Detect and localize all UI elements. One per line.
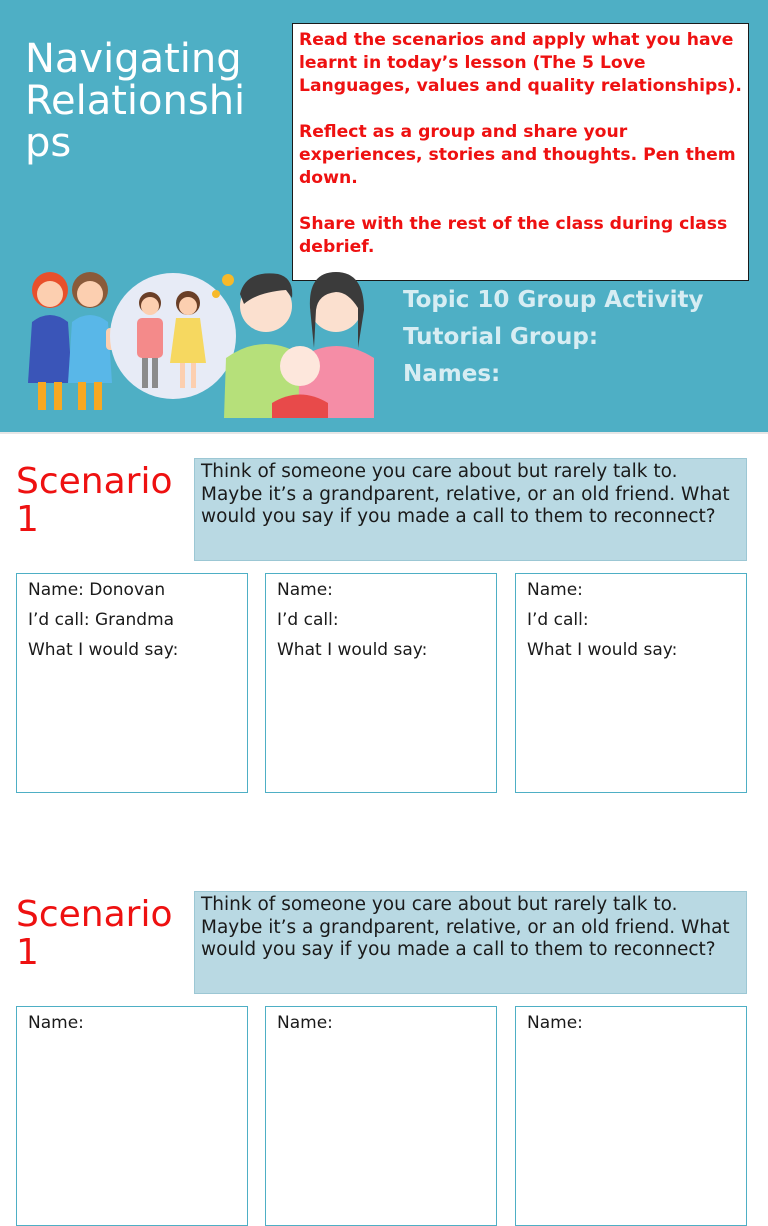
response-card[interactable] bbox=[265, 573, 497, 793]
instruction-text: Share with the rest of the class during class debrief. bbox=[299, 214, 728, 257]
name-field: Name: bbox=[527, 580, 583, 600]
title-slide bbox=[0, 0, 768, 432]
say-field: What I would say: bbox=[277, 640, 428, 660]
call-field: I’d call: bbox=[527, 610, 589, 630]
names-label: Names: bbox=[403, 361, 501, 387]
scenario-title: Scenario 1 bbox=[16, 894, 173, 973]
instructions-box bbox=[292, 23, 749, 281]
friends-figure-icon bbox=[28, 272, 116, 410]
instruction-text: Read the scenarios and apply what you have learnt in today’s lesson (The 5 Love Languages, values and quality relationships). bbox=[299, 30, 742, 96]
activity-title: Topic 10 Group Activity bbox=[403, 287, 704, 313]
response-card[interactable] bbox=[16, 573, 248, 793]
tutorial-group-label: Tutorial Group: bbox=[403, 324, 599, 350]
couple-icon bbox=[110, 273, 236, 399]
call-field: I’d call: bbox=[277, 610, 339, 630]
name-field: Name: bbox=[277, 1013, 333, 1033]
call-field: I’d call: Grandma bbox=[28, 610, 175, 630]
say-field: What I would say: bbox=[28, 640, 179, 660]
instruction-text: Reflect as a group and share your experiences, stories and thoughts. Pen them down. bbox=[299, 122, 736, 188]
name-field: Name: bbox=[277, 580, 333, 600]
scenario-title: Scenario 1 bbox=[16, 461, 173, 540]
scenario-prompt: Think of someone you care about but rarely talk to. Maybe it’s a grandparent, relative, or an old friend. What would you say if you made a call to them to reconnect? bbox=[194, 891, 747, 994]
activity-info bbox=[403, 282, 703, 393]
name-field: Name: bbox=[28, 1013, 84, 1033]
name-field: Name: bbox=[527, 1013, 583, 1033]
name-field: Name: Donovan bbox=[28, 580, 166, 600]
family-icon bbox=[224, 272, 374, 418]
page-divider bbox=[0, 432, 768, 434]
family-illustration bbox=[18, 258, 378, 418]
scenario-prompt: Think of someone you care about but rarely talk to. Maybe it’s a grandparent, relative, or an old friend. What would you say if you made a call to them to reconnect? bbox=[194, 458, 747, 561]
response-card[interactable] bbox=[16, 1006, 248, 1226]
response-card[interactable] bbox=[265, 1006, 497, 1226]
response-card[interactable] bbox=[515, 573, 747, 793]
slide-title: Navigating Relationshi ps bbox=[25, 36, 246, 166]
response-card[interactable] bbox=[515, 1006, 747, 1226]
say-field: What I would say: bbox=[527, 640, 678, 660]
